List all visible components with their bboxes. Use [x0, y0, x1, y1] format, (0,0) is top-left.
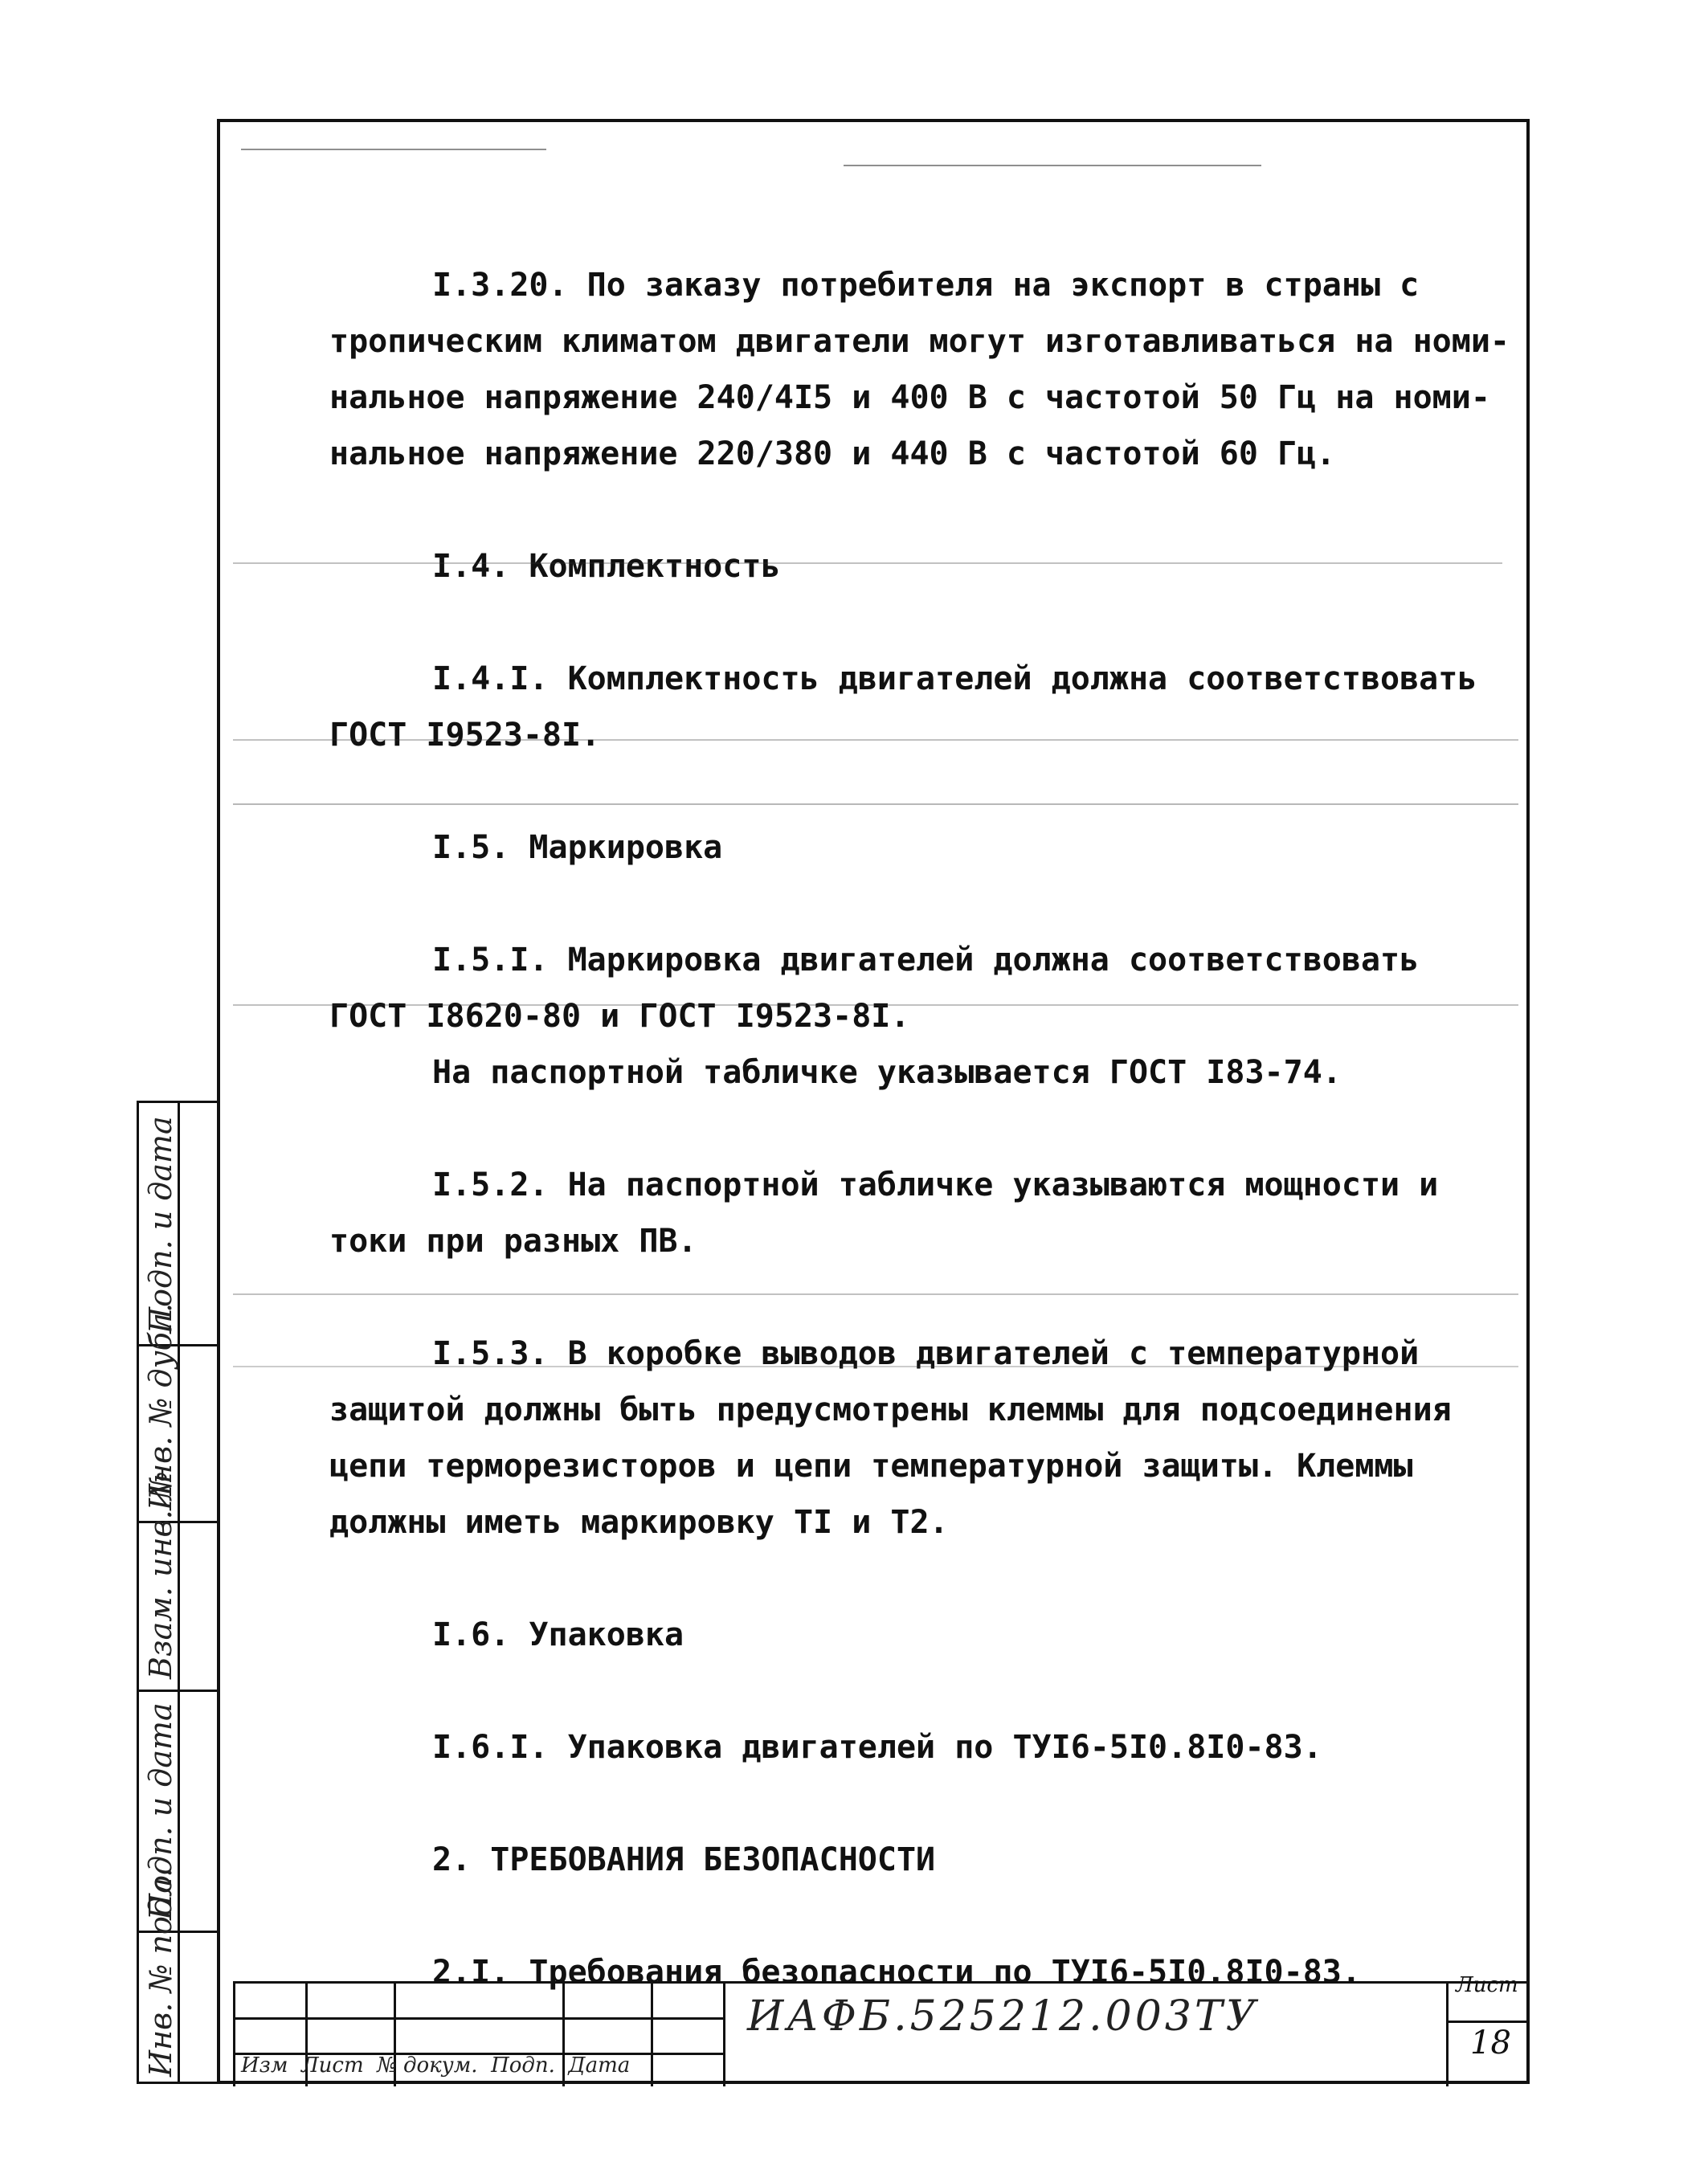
document-code: ИАФБ.525212.003ТУ	[747, 1992, 1260, 2041]
text-line: 2. ТРЕБОВАНИЯ БЕЗОПАСНОСТИ	[432, 1841, 936, 1878]
blank-line	[329, 1663, 1470, 1719]
scan-streak	[233, 803, 1518, 805]
scan-streak	[233, 1366, 1518, 1367]
title-block-caption: Изм Лист № докум. Подп. Дата	[241, 2053, 631, 2078]
title-block-cell	[233, 1984, 235, 2086]
sheet-label: Лист	[1456, 1973, 1518, 1997]
title-block-line	[233, 2017, 723, 2020]
blank-line	[329, 595, 1470, 651]
text-line: I.5. Маркировка	[432, 829, 723, 866]
blank-line	[329, 876, 1470, 932]
text-line: должны иметь маркировку TI и T2.	[329, 1504, 949, 1541]
margin-signature: Взам. инв. №	[143, 1471, 178, 1679]
scan-streak	[241, 149, 546, 150]
text-line: нальное напряжение 220/380 и 440 В с частотой 60 Гц.	[329, 435, 1336, 472]
margin-signature: Инв. № дубл.	[143, 1302, 178, 1510]
blank-line	[329, 1101, 1470, 1157]
blank-line	[329, 1888, 1470, 1944]
blank-line	[329, 482, 1470, 538]
scan-streak	[233, 562, 1502, 564]
title-block-cell	[1446, 1984, 1449, 2086]
text-line: На паспортной табличке указывается ГОСТ I83-74.	[432, 1054, 1342, 1091]
text-line: ГОСТ I9523-8I.	[329, 717, 601, 754]
scan-streak	[233, 1293, 1518, 1295]
blank-line	[329, 763, 1470, 819]
scan-streak	[844, 165, 1261, 166]
text-line: 2.I. Требования безопасности по ТУI6-5I0.8I0-83.	[432, 1954, 1361, 1991]
margin-strip-row	[139, 1690, 218, 1692]
title-block-cell	[651, 1984, 653, 2086]
title-block-cell	[723, 1984, 725, 2086]
blank-line	[329, 1551, 1470, 1607]
text-line: ГОСТ I8620-80 и ГОСТ I9523-8I.	[329, 998, 910, 1035]
margin-signature: Подп. и дата	[143, 1116, 178, 1334]
text-line: цепи терморезисторов и цепи температурной защиты. Клеммы	[329, 1448, 1413, 1485]
text-line: I.4.I. Комплектность двигателей должна соответствовать	[432, 660, 1477, 697]
text-line: защитой должны быть предусмотрены клеммы для подсоединения	[329, 1391, 1452, 1428]
scan-streak	[233, 739, 1518, 741]
text-line: токи при разных ПВ.	[329, 1223, 697, 1260]
text-line: I.4. Комплектность	[432, 548, 781, 585]
text-line: I.5.I. Маркировка двигателей должна соответствовать	[432, 942, 1420, 979]
text-line: тропическим климатом двигатели могут изготавливаться на номи-	[329, 323, 1510, 360]
scan-streak	[233, 1004, 1518, 1006]
text-line: I.5.3. В коробке выводов двигателей с температурной	[432, 1335, 1420, 1372]
text-line: I.6. Упаковка	[432, 1616, 684, 1653]
blank-line	[329, 1775, 1470, 1832]
text-line: I.6.I. Упаковка двигателей по ТУI6-5I0.8I0-83.	[432, 1729, 1322, 1766]
sheet-number: 18	[1470, 2025, 1511, 2061]
margin-signature: Инв. № подл.	[143, 1867, 178, 2077]
blank-line	[329, 1269, 1470, 1326]
title-block-line	[1446, 2021, 1526, 2023]
margin-signature: Подп. и дата	[143, 1702, 178, 1920]
text-line: нальное напряжение 240/4I5 и 400 В с частотой 50 Гц на номи-	[329, 379, 1490, 416]
text-line: I.5.2. На паспортной табличке указываются мощности и	[432, 1167, 1439, 1203]
text-line: I.3.20. По заказу потребителя на экспорт в страны с	[432, 267, 1420, 304]
